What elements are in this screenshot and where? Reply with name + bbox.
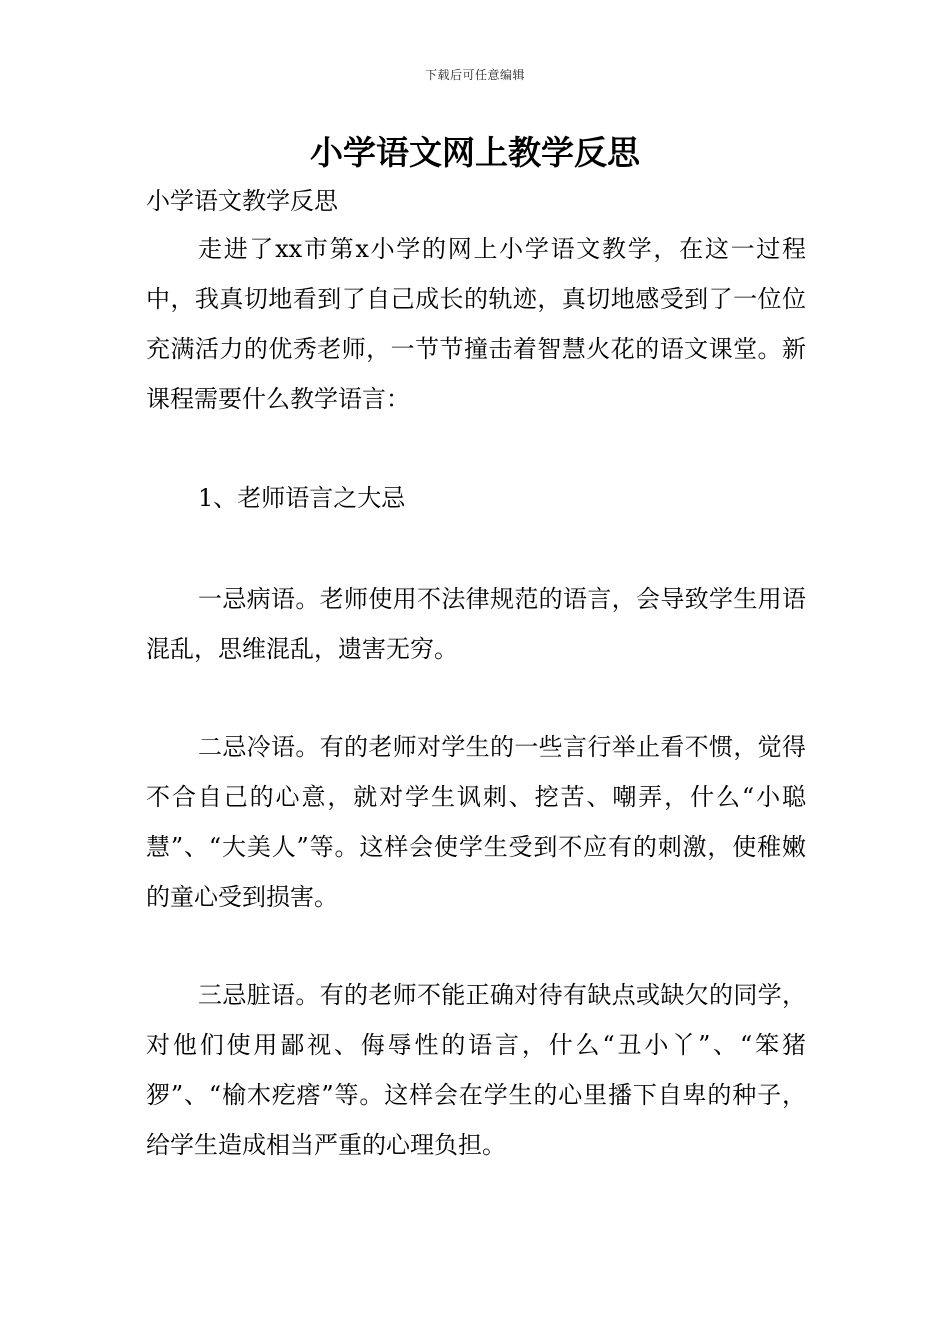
section-heading: 1、老师语言之大忌 — [198, 484, 406, 512]
paragraph-intro: 走进了xx市第x小学的网上小学语文教学，在这一过程中，我真切地看到了自己成长的轨迹，真切地感受到了一位位充满活力的优秀老师，一节节撞击着智慧火花的语文课堂。新课程需要什么教学语言： — [146, 235, 806, 413]
paragraph-taboo-1: 一忌病语。老师使用不法律规范的语言，会导致学生用语混乱，思维混乱，遗害无穷。 — [146, 585, 806, 663]
document-title: 小学语文网上教学反思 — [310, 133, 640, 172]
paragraph-taboo-2: 二忌冷语。有的老师对学生的一些言行举止看不惯，觉得不合自己的心意，就对学生讽刺、挖苦、嘲弄，什么“小聪慧”、“大美人”等。这样会使学生受到不应有的刺激，使稚嫩的童心受到损害。 — [146, 733, 806, 911]
document-subtitle: 小学语文教学反思 — [146, 187, 338, 215]
paragraph-taboo-3: 三忌脏语。有的老师不能正确对待有缺点或缺欠的同学，对他们使用鄙视、侮辱性的语言，什么“丑小丫”、“笨猪猡”、“榆木疙瘩”等。这样会在学生的心里播下自卑的种子，给学生造成相当严重的心理负担。 — [146, 981, 806, 1159]
header-note: 下载后可任意编辑 — [424, 68, 525, 82]
